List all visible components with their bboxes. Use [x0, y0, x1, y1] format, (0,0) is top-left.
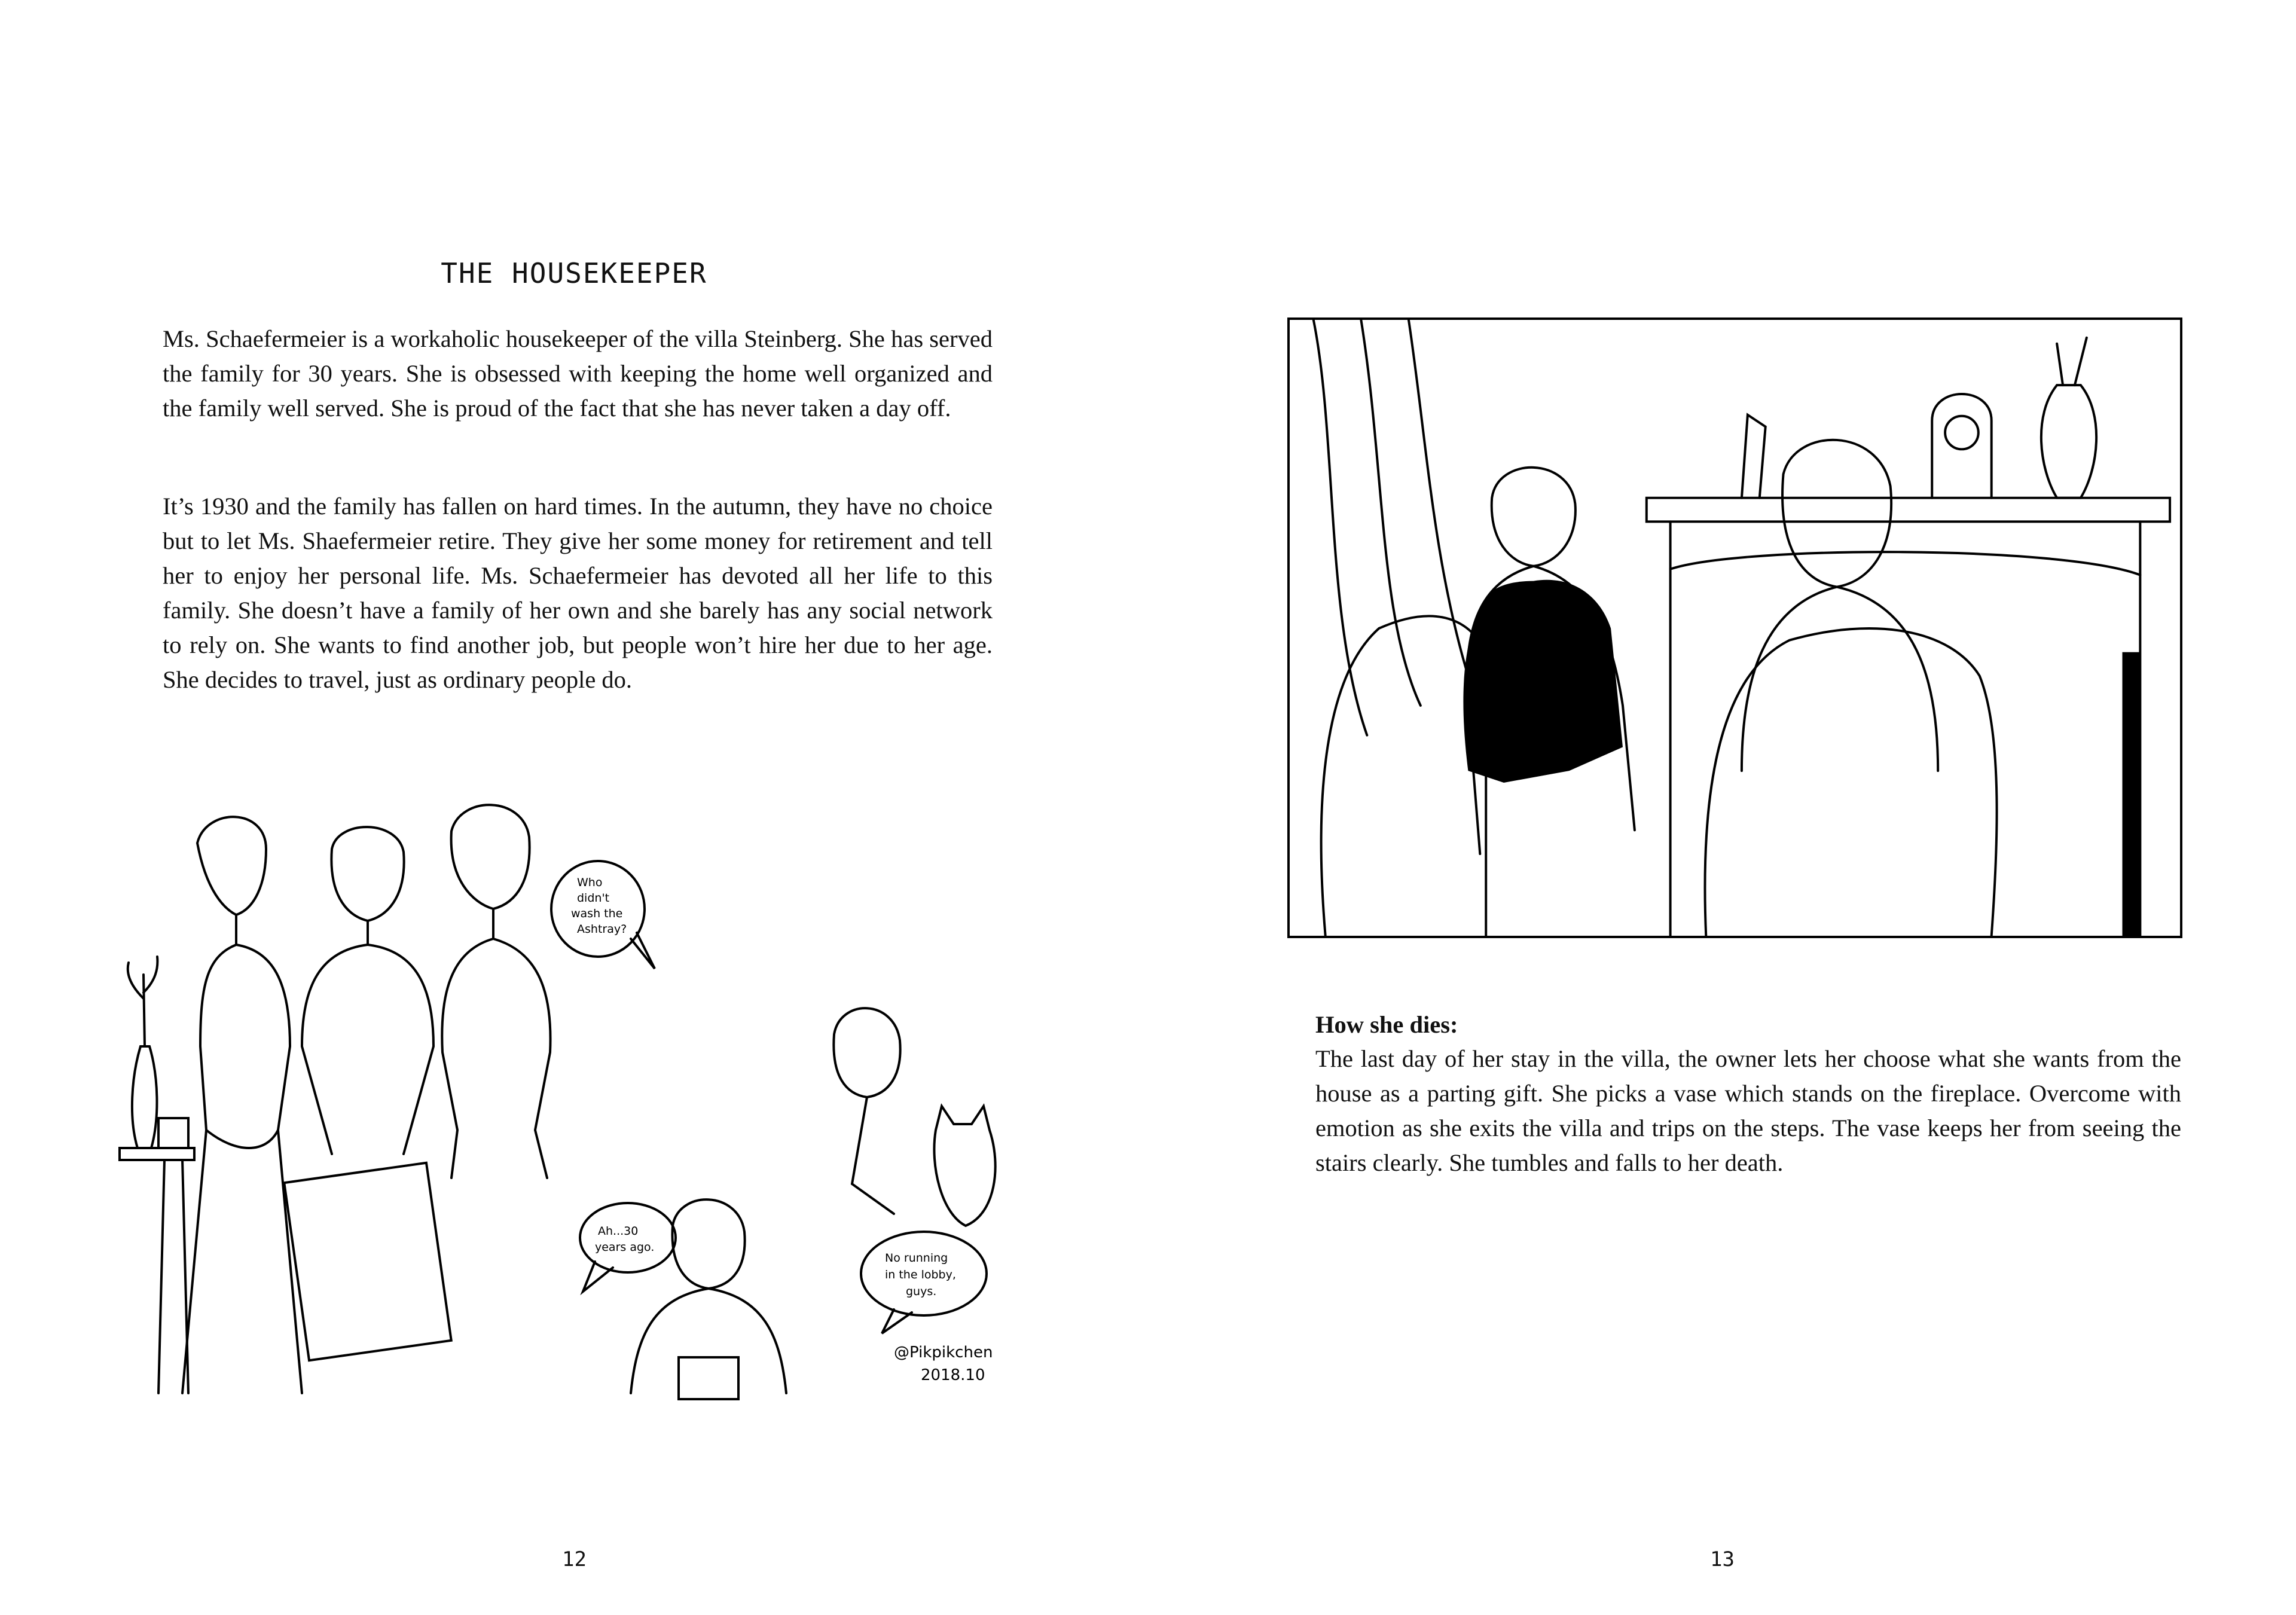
bubble-3-line-2: in the lobby, — [885, 1268, 956, 1281]
artwork-date: 2018.10 — [921, 1366, 985, 1384]
page-number-left: 12 — [562, 1547, 587, 1571]
story-paragraph: It’s 1930 and the family has fallen on hard times. In the autumn, they have no choice but to let Ms. Shaefermeier retire. They give her some money for retirement and tell her to enjoy her personal life. Ms. Schaefermeier has devoted all her life to this family. She doesn’t have a family of her own and she barely has any social network to rely on. She wants to find another job, but people won’t hire her due to her age. She decides to travel, just as ordinary people do. — [163, 493, 993, 693]
bubble-2-line-2: years ago. — [595, 1241, 655, 1254]
bubble-1-line-4: Ashtray? — [577, 923, 627, 936]
bubble-1-line-2: didn't — [577, 892, 610, 905]
bubble-1-line-3: wash the — [571, 907, 623, 920]
death-description: The last day of her stay in the villa, the owner lets her choose what she wants from the house as a parting gift. She picks a vase which stands on the fireplace. Overcome with emotion as she exits the villa and trips on the steps. The vase keeps her from seeing the stairs clearly. She tumbles and falls to her death. — [1315, 1045, 2181, 1176]
housekeeper-character-sketches — [117, 795, 1058, 1423]
death-heading: How she dies: — [1315, 1011, 1458, 1038]
intro-paragraph: Ms. Schaefermeier is a workaholic housekeeper of the villa Steinberg. She has served the family for 30 years. She is obsessed with keeping the home well organized and the family well served. She is proud of the fact that she has never taken a day off. — [163, 325, 993, 422]
artist-signature: @Pikpikchen — [894, 1344, 993, 1361]
bubble-3-line-3: guys. — [906, 1285, 937, 1298]
right-page — [1148, 0, 2296, 1615]
bubble-2-line-1: Ah...30 — [598, 1225, 639, 1238]
bubble-1-line-1: Who — [577, 876, 603, 889]
page-number-right: 13 — [1710, 1547, 1735, 1571]
fireplace-scene-illustration — [1287, 317, 2182, 938]
chapter-title: THE HOUSEKEEPER — [441, 257, 707, 289]
bubble-3-line-1: No running — [885, 1251, 948, 1265]
